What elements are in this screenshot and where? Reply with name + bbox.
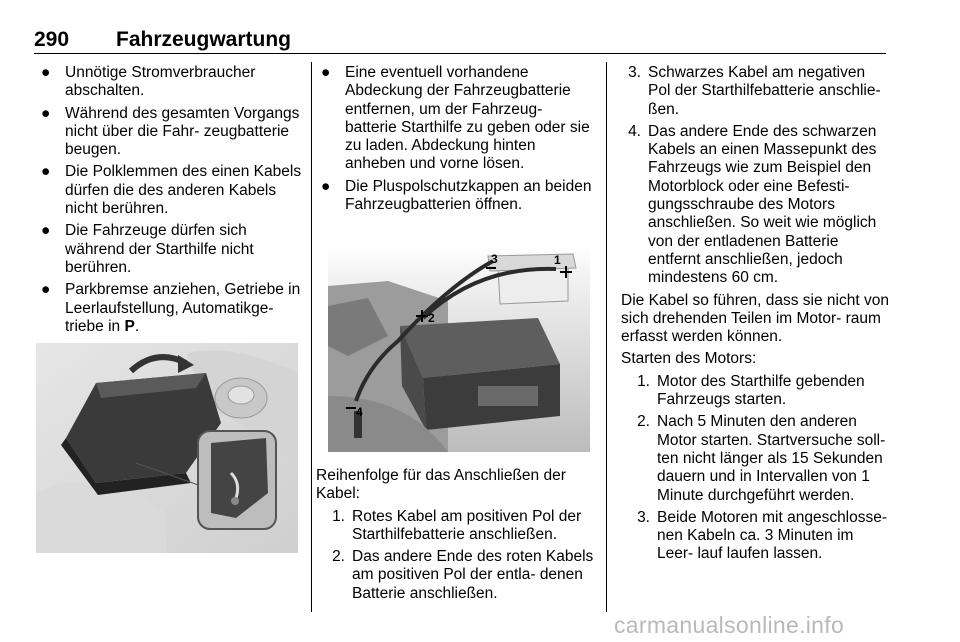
list-item: ● Eine eventuell vorhandene Abdeckung der Fahrzeugbatterie entfernen, um der Fahrzeug- batterie Starthilfe zu geben oder sie zu laden. Abdeckung hinten anheben und vorne lösen.: [321, 64, 590, 173]
bullet-icon: ●: [41, 104, 51, 122]
paragraph: Reihenfolge für das Anschließen der Kabel:: [316, 467, 566, 503]
bullet-icon: ●: [41, 163, 51, 181]
cable-label-1: 1: [554, 253, 561, 267]
list-item: 3. Schwarzes Kabel am negativen Pol der Starthilfebatterie anschlie- ßen.: [628, 64, 881, 118]
list-item: ● Während des gesamten Vorgangs nicht über die Fahr- zeugbatterie beugen.: [41, 104, 300, 159]
column-2-lower: [316, 467, 598, 607]
list-item: 1. Motor des Starthilfe gebenden Fahrzeugs starten.: [637, 372, 865, 409]
list-item: 2. Das andere Ende des roten Kabels am positiven Pol der entla- denen Batterie anschließen.: [332, 548, 594, 602]
gear-position-p: P: [124, 317, 135, 335]
bullet-icon: ●: [41, 281, 51, 299]
list-item: 4. Das andere Ende des schwarzen Kabels an einen Massepunkt des Fahrzeugs wie zum Beispiel den Motorblock oder eine Befesti- gungsschraube des Motors anschließen. So weit wie möglich von der entladenen Batterie entfernt anschließen, jedoch mindestens 60 cm.: [628, 122, 877, 287]
list-item: ● Parkbremse anziehen, Getriebe in Leerlaufstellung, Automatikge- triebe in P.: [41, 281, 301, 335]
list-item: 2. Nach 5 Minuten den anderen Motor starten. Startversuche soll- ten nicht länger als 15 Sekunden dauern und in Intervallen von 1 Minute durchgeführt werden.: [637, 413, 886, 504]
bullet-icon: ●: [41, 222, 51, 240]
list-item: 3. Beide Motoren mit angeschlosse- nen Kabeln ca. 3 Minuten im Leer- lauf laufen lassen.: [637, 508, 888, 563]
bullet-icon: ●: [321, 64, 331, 81]
watermark: carmanualsonline.info: [614, 612, 845, 638]
list-item: 1. Rotes Kabel am positiven Pol der Starthilfebatterie anschließen.: [332, 507, 582, 543]
paragraph: Die Kabel so führen, dass sie nicht von sich drehenden Teilen im Motor- raum erfasst werden können.: [621, 291, 889, 346]
column-divider: [311, 62, 312, 612]
list-item: ● Die Fahrzeuge dürfen sich während der Starthilfe nicht berühren.: [41, 222, 254, 276]
section-heading: Starten des Motors:: [621, 350, 757, 368]
column-3: [621, 64, 891, 568]
column-divider: [606, 62, 607, 612]
list-item: ● Die Polklemmen des einen Kabels dürfen die des anderen Kabels nicht berühren.: [41, 163, 302, 218]
bullet-icon: ●: [41, 64, 51, 81]
cable-label-2: 2: [428, 311, 435, 325]
jump-start-illustration: [328, 246, 590, 452]
column-2: [316, 64, 598, 218]
page-title: Fahrzeugwartung: [116, 28, 292, 51]
page-header: [34, 20, 886, 54]
list-item: ● Die Pluspolschutzkappen an beiden Fahrzeugbatterien öffnen.: [321, 177, 592, 214]
column-1: [36, 64, 302, 340]
cable-label-3: 3: [491, 252, 498, 266]
battery-cover-illustration: [36, 343, 298, 553]
list-item: ● Unnötige Stromverbraucher abschalten.: [41, 64, 256, 100]
bullet-icon: ●: [321, 177, 331, 195]
cable-label-4: 4: [356, 405, 363, 419]
page-number: 290: [34, 28, 70, 51]
